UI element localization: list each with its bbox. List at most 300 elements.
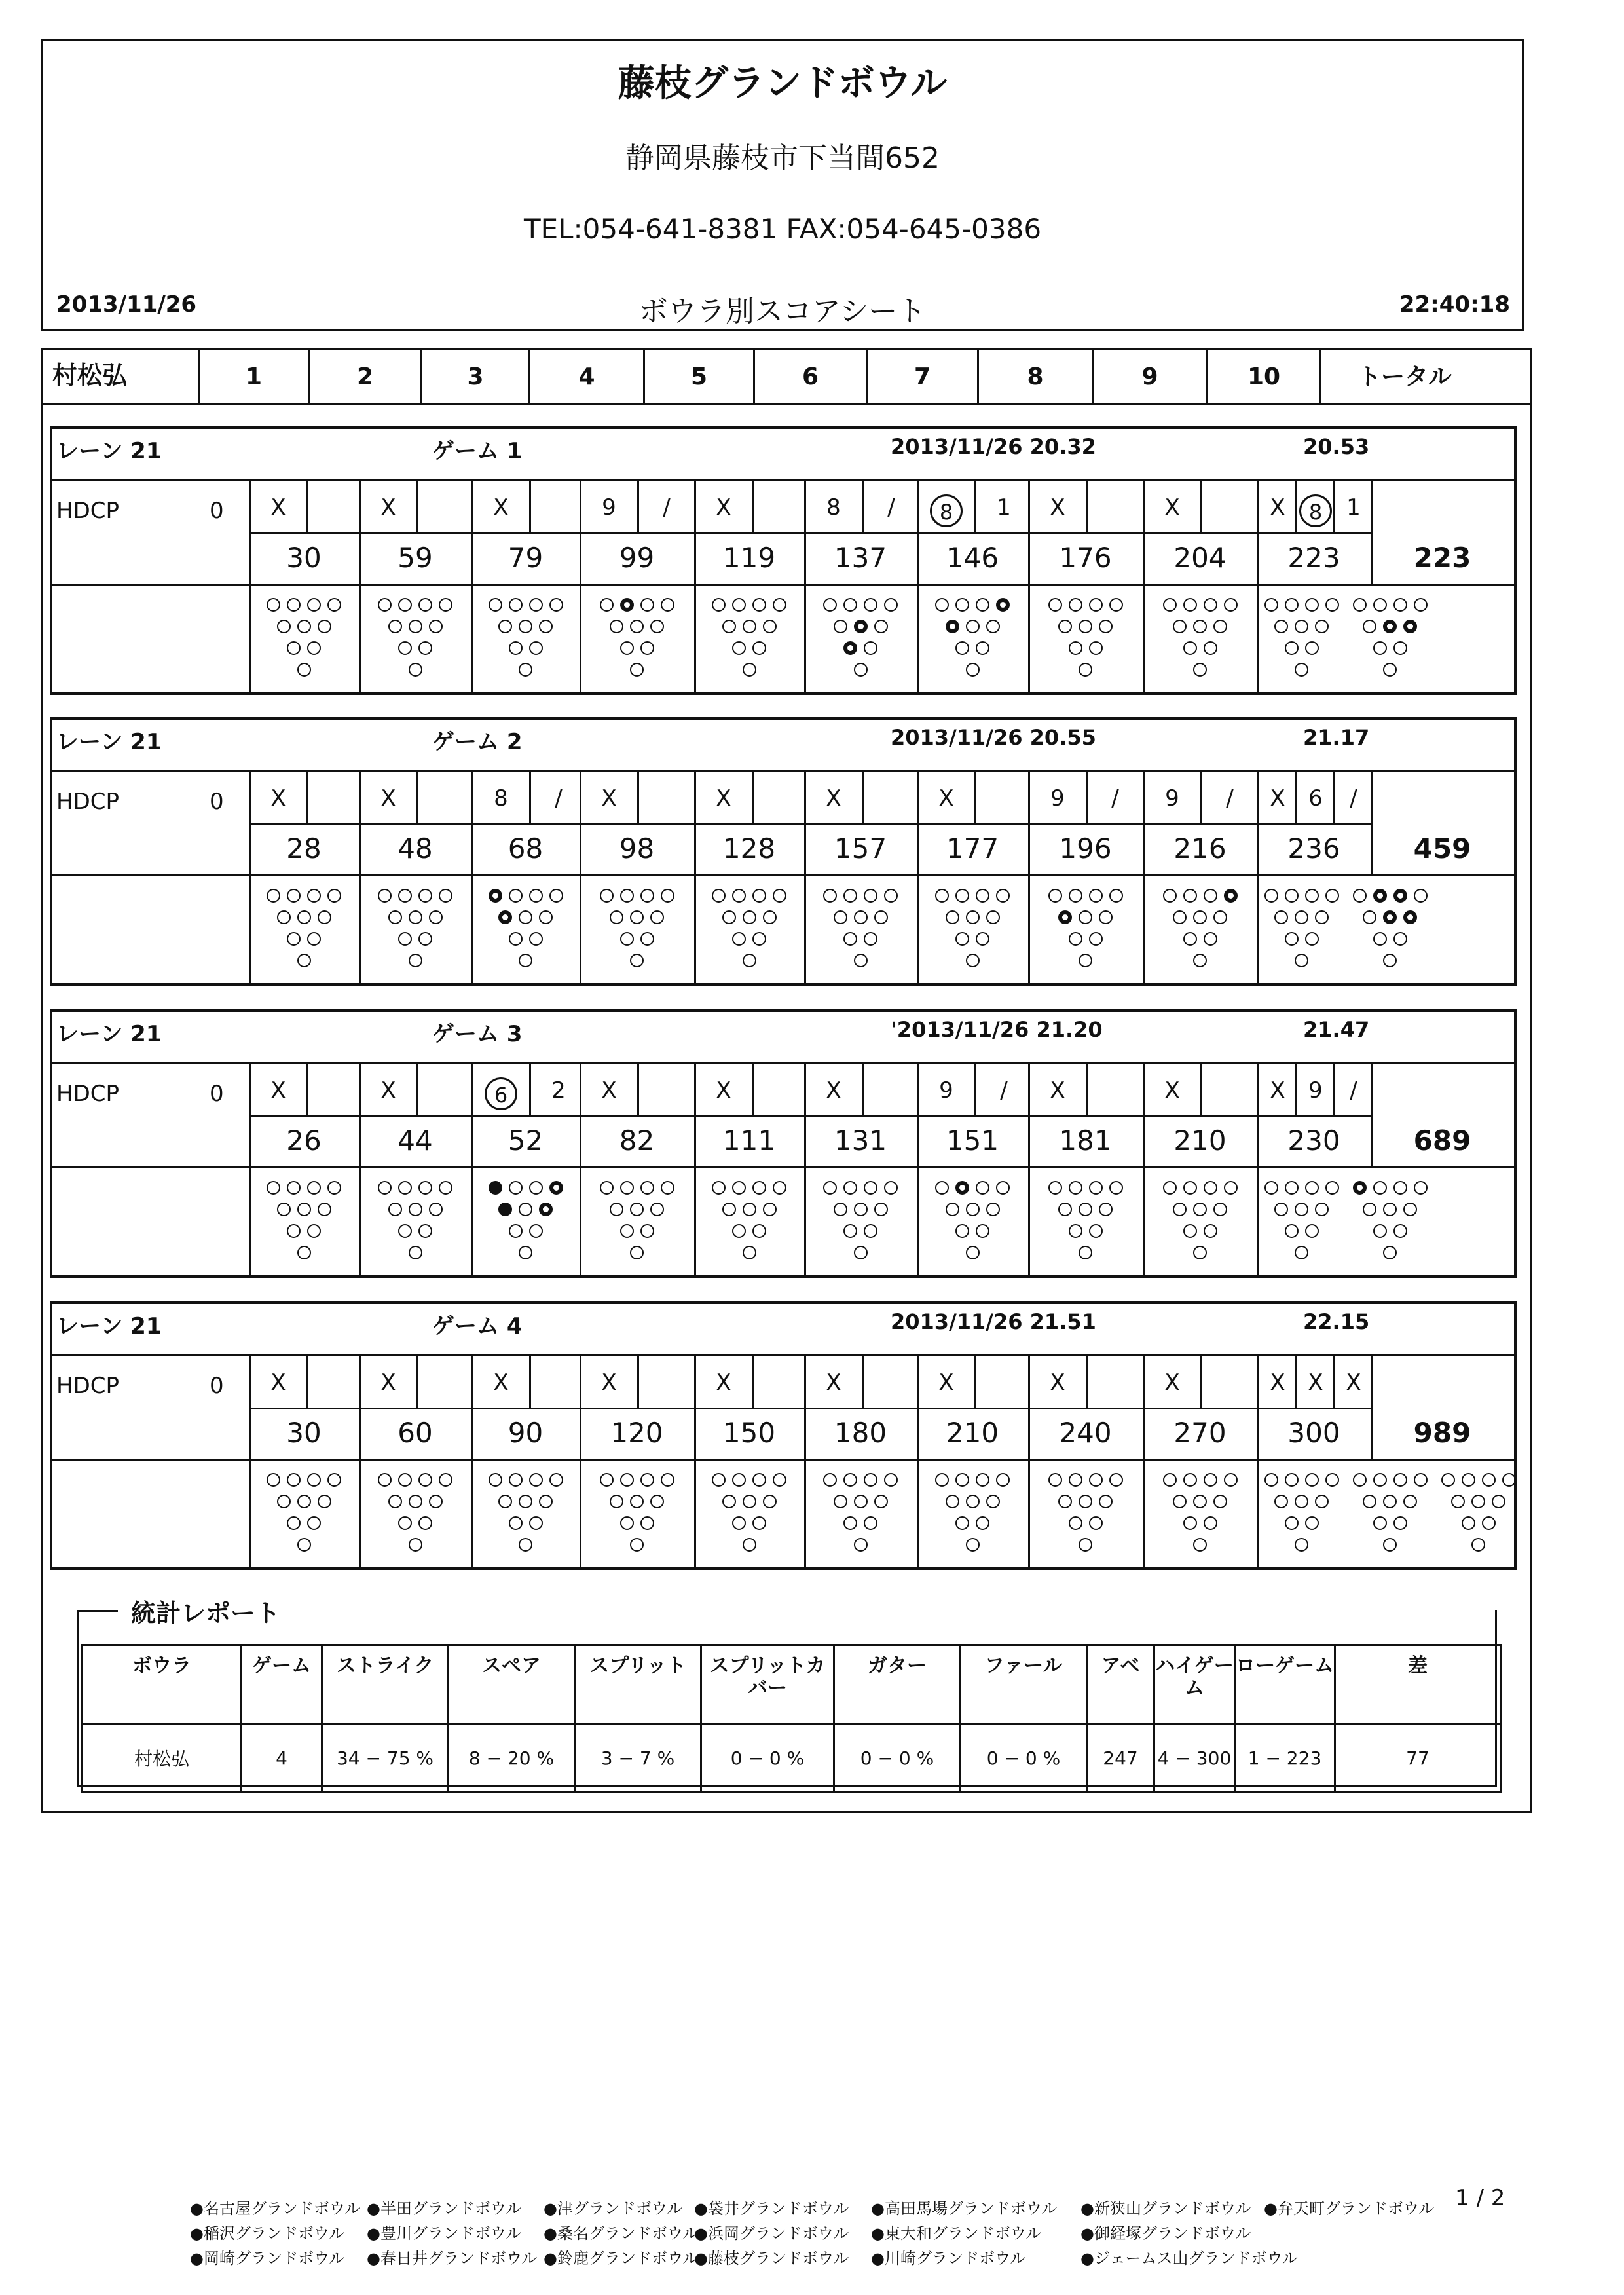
pin-8 — [398, 1473, 412, 1487]
game-label: ゲーム 4 — [432, 1313, 523, 1339]
pin-9 — [529, 598, 543, 612]
frame-score: 98 — [619, 832, 655, 865]
ball-mark: X — [270, 1370, 286, 1396]
pin-1 — [297, 1246, 311, 1259]
pin-2 — [843, 932, 857, 946]
pin-6 — [1315, 620, 1329, 633]
grid-line — [249, 532, 1371, 534]
frame-score: 270 — [1173, 1417, 1227, 1449]
pin-7 — [600, 1473, 614, 1487]
pin-1 — [519, 1246, 532, 1259]
ball-mark — [477, 1077, 525, 1110]
ball-mark: X — [826, 785, 841, 812]
pin-10 — [1325, 1473, 1339, 1487]
pin-2 — [1285, 1224, 1299, 1238]
ball-mark: X — [1164, 494, 1180, 521]
grid-line — [862, 771, 864, 823]
pin-1 — [519, 1538, 532, 1552]
pin-8 — [620, 889, 634, 903]
pin-6 — [1315, 1495, 1329, 1508]
pin-4 — [388, 1495, 402, 1508]
pin-10 — [773, 889, 786, 903]
pin-6 — [1213, 910, 1227, 924]
ball-mark: X — [716, 785, 731, 812]
grid-line — [529, 771, 531, 823]
pin-9 — [529, 889, 543, 903]
ball-mark: 8 — [826, 494, 841, 521]
pin-8 — [620, 1181, 634, 1195]
ball-mark: / — [1350, 785, 1357, 812]
pin-9 — [1089, 598, 1103, 612]
grid-line — [52, 874, 1514, 876]
pin-4 — [722, 620, 736, 633]
print-time: 22:40:18 — [1399, 291, 1510, 318]
pin-8 — [1183, 598, 1197, 612]
pin-1 — [743, 663, 756, 677]
pin-5 — [409, 620, 422, 633]
pin-4 — [277, 1203, 291, 1216]
pin-2 — [732, 1224, 746, 1238]
pin-diagram — [1346, 1178, 1434, 1265]
ball-mark: 8 — [494, 785, 508, 812]
pin-5 — [1079, 620, 1092, 633]
pin-4 — [1274, 620, 1288, 633]
pin-7 — [1264, 1473, 1278, 1487]
hdcp-value: 0 — [210, 1373, 224, 1399]
pin-10 — [439, 889, 452, 903]
pin-9 — [640, 1473, 654, 1487]
ball-mark: 9 — [1308, 1077, 1323, 1104]
pin-6 — [1213, 1203, 1227, 1216]
pin-1 — [630, 1246, 644, 1259]
game-start-time: 2013/11/26 21.51 — [891, 1309, 1096, 1334]
pin-4 — [946, 1495, 959, 1508]
pin-8 — [1069, 1181, 1082, 1195]
ball-mark: X — [270, 494, 286, 521]
frame-score: 157 — [834, 832, 887, 865]
ball-mark: / — [1226, 785, 1234, 812]
pin-diagram — [1257, 886, 1346, 973]
pin-diagram — [804, 1178, 917, 1265]
pin-7 — [1441, 1473, 1455, 1487]
pin-1 — [297, 663, 311, 677]
pin-8 — [843, 1473, 857, 1487]
pin-10 — [884, 1473, 898, 1487]
grid-line — [1200, 1355, 1202, 1408]
frame-number-2: 2 — [308, 350, 420, 403]
pin-3 — [418, 641, 432, 655]
ball-mark: X — [938, 1370, 954, 1396]
grid-line — [52, 1459, 1514, 1461]
pin-5 — [743, 910, 756, 924]
pin-6 — [1099, 910, 1113, 924]
ball-mark: X — [716, 494, 731, 521]
footer-center: ●御経塚グランドボウル — [1080, 2224, 1251, 2243]
pin-6 — [318, 1203, 331, 1216]
bowler-name: 村松弘 — [52, 361, 128, 390]
grid-line — [974, 480, 976, 532]
pin-7 — [378, 598, 392, 612]
pin-7 — [1264, 598, 1278, 612]
pin-7 — [1353, 1181, 1367, 1195]
pin-5 — [1193, 1203, 1207, 1216]
frame-score: 210 — [1173, 1125, 1227, 1157]
frame-score: 60 — [397, 1417, 433, 1449]
pin-2 — [1183, 1224, 1197, 1238]
pin-3 — [307, 641, 321, 655]
pin-7 — [267, 1181, 280, 1195]
pin-3 — [640, 641, 654, 655]
pin-1 — [743, 1538, 756, 1552]
pin-8 — [843, 598, 857, 612]
ball-mark: X — [1164, 1370, 1180, 1396]
frame-score: 59 — [397, 542, 433, 574]
pin-7 — [1353, 889, 1367, 903]
frame-number-3: 3 — [420, 350, 528, 403]
grid-line — [974, 1355, 976, 1408]
footer-center: ●藤枝グランドボウル — [694, 2249, 849, 2267]
footer-center: ●東大和グランドボウル — [871, 2224, 1042, 2243]
pin-3 — [418, 1224, 432, 1238]
footer-center: ●津グランドボウル — [544, 2199, 683, 2218]
pin-8 — [843, 1181, 857, 1195]
frame-score: 300 — [1287, 1417, 1340, 1449]
pin-6 — [650, 910, 664, 924]
pin-5 — [519, 1495, 532, 1508]
pin-9 — [418, 1181, 432, 1195]
pin-1 — [1193, 1538, 1207, 1552]
pin-3 — [752, 1516, 766, 1530]
pin-1 — [966, 1246, 980, 1259]
grid-line — [306, 771, 308, 823]
pin-1 — [630, 954, 644, 967]
pin-2 — [509, 932, 523, 946]
pin-3 — [1305, 1516, 1319, 1530]
pin-2 — [1285, 1516, 1299, 1530]
total-label: トータル — [1320, 350, 1488, 403]
pin-7 — [1353, 1473, 1367, 1487]
pin-2 — [843, 1516, 857, 1530]
ball-mark: X — [1050, 494, 1065, 521]
pin-8 — [509, 598, 523, 612]
pin-3 — [1393, 1224, 1407, 1238]
grid-line — [52, 584, 1514, 586]
pin-5 — [854, 620, 868, 633]
pin-10 — [661, 1473, 674, 1487]
pin-8 — [287, 889, 301, 903]
ball-mark: X — [1270, 1077, 1285, 1104]
ball-mark: X — [1270, 1370, 1285, 1396]
pin-3 — [976, 1516, 989, 1530]
frame-number-10: 10 — [1206, 350, 1320, 403]
pin-5 — [966, 910, 980, 924]
pin-1 — [966, 954, 980, 967]
pin-3 — [1204, 1224, 1217, 1238]
pin-6 — [763, 620, 777, 633]
pin-3 — [864, 641, 877, 655]
pin-10 — [773, 598, 786, 612]
pin-10 — [884, 598, 898, 612]
pin-7 — [378, 889, 392, 903]
footer-center: ●稲沢グランドボウル — [190, 2224, 345, 2243]
pin-3 — [1393, 641, 1407, 655]
ball-mark: X — [1050, 1077, 1065, 1104]
pin-3 — [752, 932, 766, 946]
pin-4 — [610, 1495, 623, 1508]
pin-3 — [976, 641, 989, 655]
ball-mark: 9 — [939, 1077, 953, 1104]
hdcp-value: 0 — [210, 1081, 224, 1107]
frame-score: 48 — [397, 832, 433, 865]
pin-4 — [610, 1203, 623, 1216]
pin-5 — [409, 1203, 422, 1216]
game-end-time: 22.15 — [1303, 1309, 1370, 1334]
pin-8 — [1285, 1181, 1299, 1195]
stats-header-11: 差 — [1335, 1645, 1501, 1725]
pin-4 — [1274, 1495, 1288, 1508]
pin-3 — [1089, 1516, 1103, 1530]
pin-3 — [1393, 932, 1407, 946]
pin-10 — [1109, 598, 1123, 612]
pin-5 — [1383, 1203, 1397, 1216]
grid-line — [974, 771, 976, 823]
grid-line — [1295, 1355, 1297, 1408]
pin-3 — [752, 1224, 766, 1238]
pin-3 — [1305, 932, 1319, 946]
frame-score: 120 — [610, 1417, 663, 1449]
pin-8 — [1069, 889, 1082, 903]
pin-7 — [489, 889, 502, 903]
game-total: 223 — [1413, 542, 1471, 574]
pin-8 — [287, 598, 301, 612]
stats-table — [81, 1644, 1502, 1793]
pin-9 — [1482, 1473, 1496, 1487]
pin-9 — [1393, 889, 1407, 903]
pin-1 — [1383, 1538, 1397, 1552]
pin-6 — [318, 1495, 331, 1508]
frame-score: 150 — [722, 1417, 776, 1449]
ball-mark: X — [380, 1077, 396, 1104]
pin-8 — [1183, 1181, 1197, 1195]
ball-mark: / — [1350, 1077, 1357, 1104]
pin-2 — [1183, 932, 1197, 946]
footer-center: ●鈴鹿グランドボウル — [544, 2249, 699, 2267]
pin-5 — [854, 910, 868, 924]
pin-diagram — [1346, 595, 1434, 682]
stats-value-7: 0 − 0 % — [961, 1725, 1087, 1792]
pin-diagram — [471, 595, 580, 682]
pin-7 — [1163, 598, 1177, 612]
ball-mark: X — [1050, 1370, 1065, 1396]
game-panel-3 — [50, 1009, 1517, 1278]
pin-diagram — [1143, 1178, 1257, 1265]
pin-diagram — [917, 886, 1028, 973]
header-box — [41, 39, 1524, 331]
pin-2 — [732, 641, 746, 655]
pin-10 — [439, 598, 452, 612]
pin-5 — [630, 910, 644, 924]
pin-10 — [996, 598, 1010, 612]
pin-1 — [1383, 663, 1397, 677]
grid-line — [249, 1408, 1371, 1409]
pin-2 — [1069, 1224, 1082, 1238]
pin-6 — [986, 1203, 1000, 1216]
pin-8 — [509, 889, 523, 903]
ball-mark: X — [716, 1370, 731, 1396]
pin-6 — [318, 620, 331, 633]
frame-number-8: 8 — [977, 350, 1092, 403]
grid-line — [1200, 1063, 1202, 1115]
pin-3 — [529, 932, 543, 946]
pin-4 — [1363, 1495, 1376, 1508]
grid-line — [249, 823, 1371, 825]
pin-4 — [498, 1495, 512, 1508]
hdcp-label: HDCP — [56, 1081, 119, 1107]
pin-2 — [955, 1516, 969, 1530]
pin-6 — [429, 1203, 443, 1216]
hdcp-label: HDCP — [56, 1373, 119, 1399]
pin-diagram — [694, 1178, 804, 1265]
pin-3 — [752, 641, 766, 655]
pin-8 — [955, 1473, 969, 1487]
pin-4 — [946, 620, 959, 633]
pin-6 — [650, 1203, 664, 1216]
pin-8 — [509, 1181, 523, 1195]
pin-diagram — [580, 1470, 694, 1557]
pin-4 — [277, 910, 291, 924]
grid-line — [529, 480, 531, 532]
sheet-title: ボウラ別スコアシート — [638, 295, 927, 328]
pin-3 — [864, 932, 877, 946]
pin-4 — [1451, 1495, 1465, 1508]
pin-diagram — [1346, 1470, 1434, 1557]
ball-mark: X — [716, 1077, 731, 1104]
ball-mark: X — [380, 1370, 396, 1396]
pin-diagram — [1434, 1470, 1522, 1557]
pin-2 — [1373, 641, 1387, 655]
hdcp-label: HDCP — [56, 498, 119, 524]
pin-5 — [297, 620, 311, 633]
frame-score: 236 — [1287, 832, 1340, 865]
pin-diagram — [1028, 1178, 1143, 1265]
ball-mark: 2 — [551, 1077, 566, 1104]
stats-header-6: ガター — [834, 1645, 961, 1725]
pin-9 — [1204, 598, 1217, 612]
pin-10 — [1325, 889, 1339, 903]
pin-10 — [996, 1473, 1010, 1487]
frame-score: 28 — [286, 832, 322, 865]
pin-5 — [1471, 1495, 1485, 1508]
frame-score: 176 — [1059, 542, 1112, 574]
pin-7 — [600, 598, 614, 612]
frame-header-row — [43, 350, 1530, 405]
grid-line — [416, 1355, 418, 1408]
pin-1 — [519, 954, 532, 967]
pin-3 — [307, 932, 321, 946]
frame-number-9: 9 — [1092, 350, 1206, 403]
pin-diagram — [471, 886, 580, 973]
pin-8 — [620, 1473, 634, 1487]
pin-3 — [529, 641, 543, 655]
pin-1 — [1383, 954, 1397, 967]
pin-3 — [1089, 1224, 1103, 1238]
pin-diagram — [694, 595, 804, 682]
stats-header-8: アベ — [1087, 1645, 1154, 1725]
pin-5 — [409, 910, 422, 924]
frame-score: 52 — [507, 1125, 544, 1157]
footer-center: ●袋井グランドボウル — [694, 2199, 849, 2218]
pin-3 — [307, 1224, 321, 1238]
pin-10 — [439, 1181, 452, 1195]
pin-1 — [743, 1246, 756, 1259]
pin-8 — [1069, 1473, 1082, 1487]
footer-center: ●川崎グランドボウル — [871, 2249, 1026, 2267]
stats-header-3: スペア — [449, 1645, 575, 1725]
pin-7 — [712, 1473, 726, 1487]
grid-line — [752, 771, 754, 823]
pin-9 — [1393, 598, 1407, 612]
pin-2 — [509, 641, 523, 655]
pin-7 — [1264, 1181, 1278, 1195]
pin-4 — [1173, 620, 1187, 633]
pin-7 — [823, 598, 837, 612]
pin-10 — [1224, 889, 1238, 903]
stats-header-5: スプリットカバー — [701, 1645, 834, 1725]
pin-1 — [409, 1538, 422, 1552]
pin-2 — [1069, 932, 1082, 946]
pin-6 — [986, 620, 1000, 633]
pin-1 — [1079, 1246, 1092, 1259]
pin-8 — [620, 598, 634, 612]
pin-5 — [297, 1203, 311, 1216]
pin-7 — [267, 1473, 280, 1487]
frame-score: 44 — [397, 1125, 433, 1157]
pin-4 — [1173, 1203, 1187, 1216]
pin-9 — [307, 1473, 321, 1487]
grid-line — [862, 480, 864, 532]
pin-10 — [549, 889, 563, 903]
pin-1 — [966, 663, 980, 677]
pin-10 — [1224, 1473, 1238, 1487]
pin-7 — [1353, 598, 1367, 612]
pin-10 — [327, 598, 341, 612]
ball-mark: X — [1164, 1077, 1180, 1104]
pin-4 — [610, 910, 623, 924]
pin-3 — [1204, 641, 1217, 655]
pin-diagram — [694, 1470, 804, 1557]
pin-5 — [854, 1203, 868, 1216]
pin-10 — [1109, 889, 1123, 903]
pin-9 — [640, 1181, 654, 1195]
pin-6 — [1099, 1203, 1113, 1216]
game-end-time: 21.47 — [1303, 1017, 1370, 1042]
pin-9 — [529, 1473, 543, 1487]
pin-9 — [976, 889, 989, 903]
frame-score: 180 — [834, 1417, 887, 1449]
pin-2 — [1069, 641, 1082, 655]
pin-7 — [378, 1473, 392, 1487]
frame-score: 90 — [507, 1417, 544, 1449]
ball-mark: X — [493, 494, 509, 521]
pin-1 — [630, 1538, 644, 1552]
pin-7 — [935, 1473, 949, 1487]
pin-3 — [864, 1224, 877, 1238]
frame-score: 177 — [946, 832, 999, 865]
pin-diagram — [1257, 1178, 1346, 1265]
pin-1 — [1295, 1246, 1308, 1259]
pin-4 — [610, 620, 623, 633]
ball-mark: 9 — [1165, 785, 1179, 812]
